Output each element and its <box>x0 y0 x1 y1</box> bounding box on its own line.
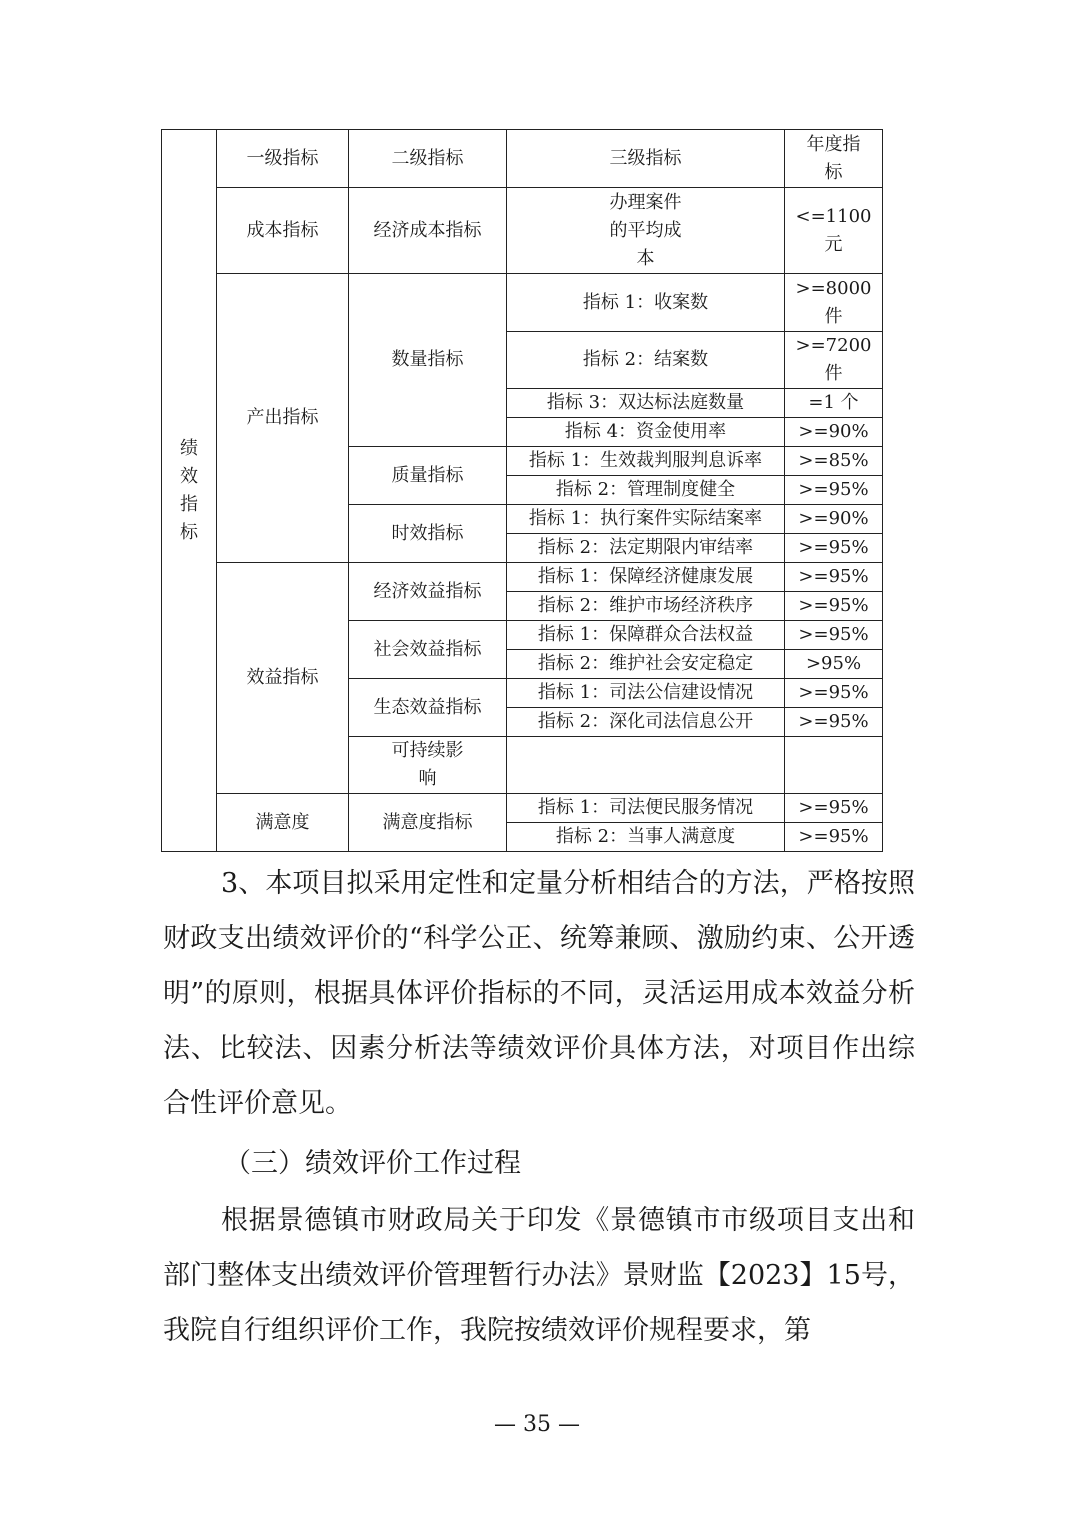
ecological-row-target: >=95% <box>785 679 883 708</box>
social-label: 社会效益指标 <box>349 621 507 679</box>
timeliness-row-name: 指标 1：执行案件实际结案率 <box>507 505 785 534</box>
process-paragraph: 根据景德镇市财政局关于印发《景德镇市市级项目支出和部门整体支出绩效评价管理暂行办法》景财监【2023】15号，我院自行组织评价工作，我院按绩效评价规程要求，第 <box>163 1205 915 1346</box>
quality-label: 质量指标 <box>349 447 507 505</box>
ecological-row-name: 指标 2：深化司法信息公开 <box>507 708 785 737</box>
timeliness-row-target: >=95% <box>785 534 883 563</box>
quality-row-name: 指标 2：管理制度健全 <box>507 476 785 505</box>
ecological-row-name: 指标 1：司法公信建设情况 <box>507 679 785 708</box>
performance-indicator-table <box>161 129 883 852</box>
quality-row-target: >=95% <box>785 476 883 505</box>
header-target: 年度指 标 <box>785 130 883 188</box>
timeliness-row-target: >=90% <box>785 505 883 534</box>
timeliness-label: 时效指标 <box>349 505 507 563</box>
quality-row-target: >=85% <box>785 447 883 476</box>
quantity-label: 数量指标 <box>349 274 507 447</box>
cost-level1: 成本指标 <box>217 188 349 274</box>
quality-row-name: 指标 1：生效裁判服判息诉率 <box>507 447 785 476</box>
header-level2: 二级指标 <box>349 130 507 188</box>
satisfaction-row-target: >=95% <box>785 794 883 823</box>
satisfaction-row-name: 指标 1：司法便民服务情况 <box>507 794 785 823</box>
quantity-row-target: >=7200 件 <box>785 332 883 389</box>
process-paragraph-block <box>163 1193 915 1358</box>
satisfaction-level1: 满意度 <box>217 794 349 852</box>
sustainable-target <box>785 737 883 794</box>
economic-row-name: 指标 1：保障经济健康发展 <box>507 563 785 592</box>
cost-target: <=1100 元 <box>785 188 883 274</box>
quantity-row-target: >=8000 件 <box>785 274 883 332</box>
ecological-label: 生态效益指标 <box>349 679 507 737</box>
side-label-cell <box>162 130 217 852</box>
timeliness-row-name: 指标 2：法定期限内审结率 <box>507 534 785 563</box>
social-row-target: >95% <box>785 650 883 679</box>
social-row-target: >=95% <box>785 621 883 650</box>
satisfaction-row-name: 指标 2：当事人满意度 <box>507 823 785 852</box>
method-paragraph-block <box>163 856 915 1131</box>
quantity-row-name: 指标 2：结案数 <box>507 332 785 389</box>
social-row-name: 指标 1：保障群众合法权益 <box>507 621 785 650</box>
cost-level2: 经济成本指标 <box>349 188 507 274</box>
output-level1: 产出指标 <box>217 274 349 563</box>
header-level3: 三级指标 <box>507 130 785 188</box>
satisfaction-level2: 满意度指标 <box>349 794 507 852</box>
method-paragraph: 3、本项目拟采用定性和定量分析相结合的方法，严格按照财政支出绩效评价的“科学公正、统筹兼顾、激励约束、公开透明”的原则，根据具体评价指标的不同，灵活运用成本效益分析法、比较法、因素分析法等绩效评价具体方法，对项目作出综合性评价意见。 <box>163 868 915 1119</box>
satisfaction-row-target: >=95% <box>785 823 883 852</box>
quantity-row-target: =1 个 <box>785 389 883 418</box>
economic-row-name: 指标 2：维护市场经济秩序 <box>507 592 785 621</box>
page-number: — 35 — <box>494 1412 580 1437</box>
quantity-row-target: >=90% <box>785 418 883 447</box>
cost-level3: 办理案件 的平均成 本 <box>507 188 785 274</box>
social-row-name: 指标 2：维护社会安定稳定 <box>507 650 785 679</box>
sustainable-label: 可持续影 响 <box>349 737 507 794</box>
ecological-row-target: >=95% <box>785 708 883 737</box>
sustainable-name <box>507 737 785 794</box>
benefit-level1: 效益指标 <box>217 563 349 794</box>
section-heading: （三）绩效评价工作过程 <box>224 1148 521 1179</box>
economic-label: 经济效益指标 <box>349 563 507 621</box>
side-label: 绩效指标 <box>180 437 198 543</box>
quantity-row-name: 指标 1：收案数 <box>507 274 785 332</box>
economic-row-target: >=95% <box>785 592 883 621</box>
quantity-row-name: 指标 3：双达标法庭数量 <box>507 389 785 418</box>
quantity-row-name: 指标 4：资金使用率 <box>507 418 785 447</box>
economic-row-target: >=95% <box>785 563 883 592</box>
header-level1: 一级指标 <box>217 130 349 188</box>
